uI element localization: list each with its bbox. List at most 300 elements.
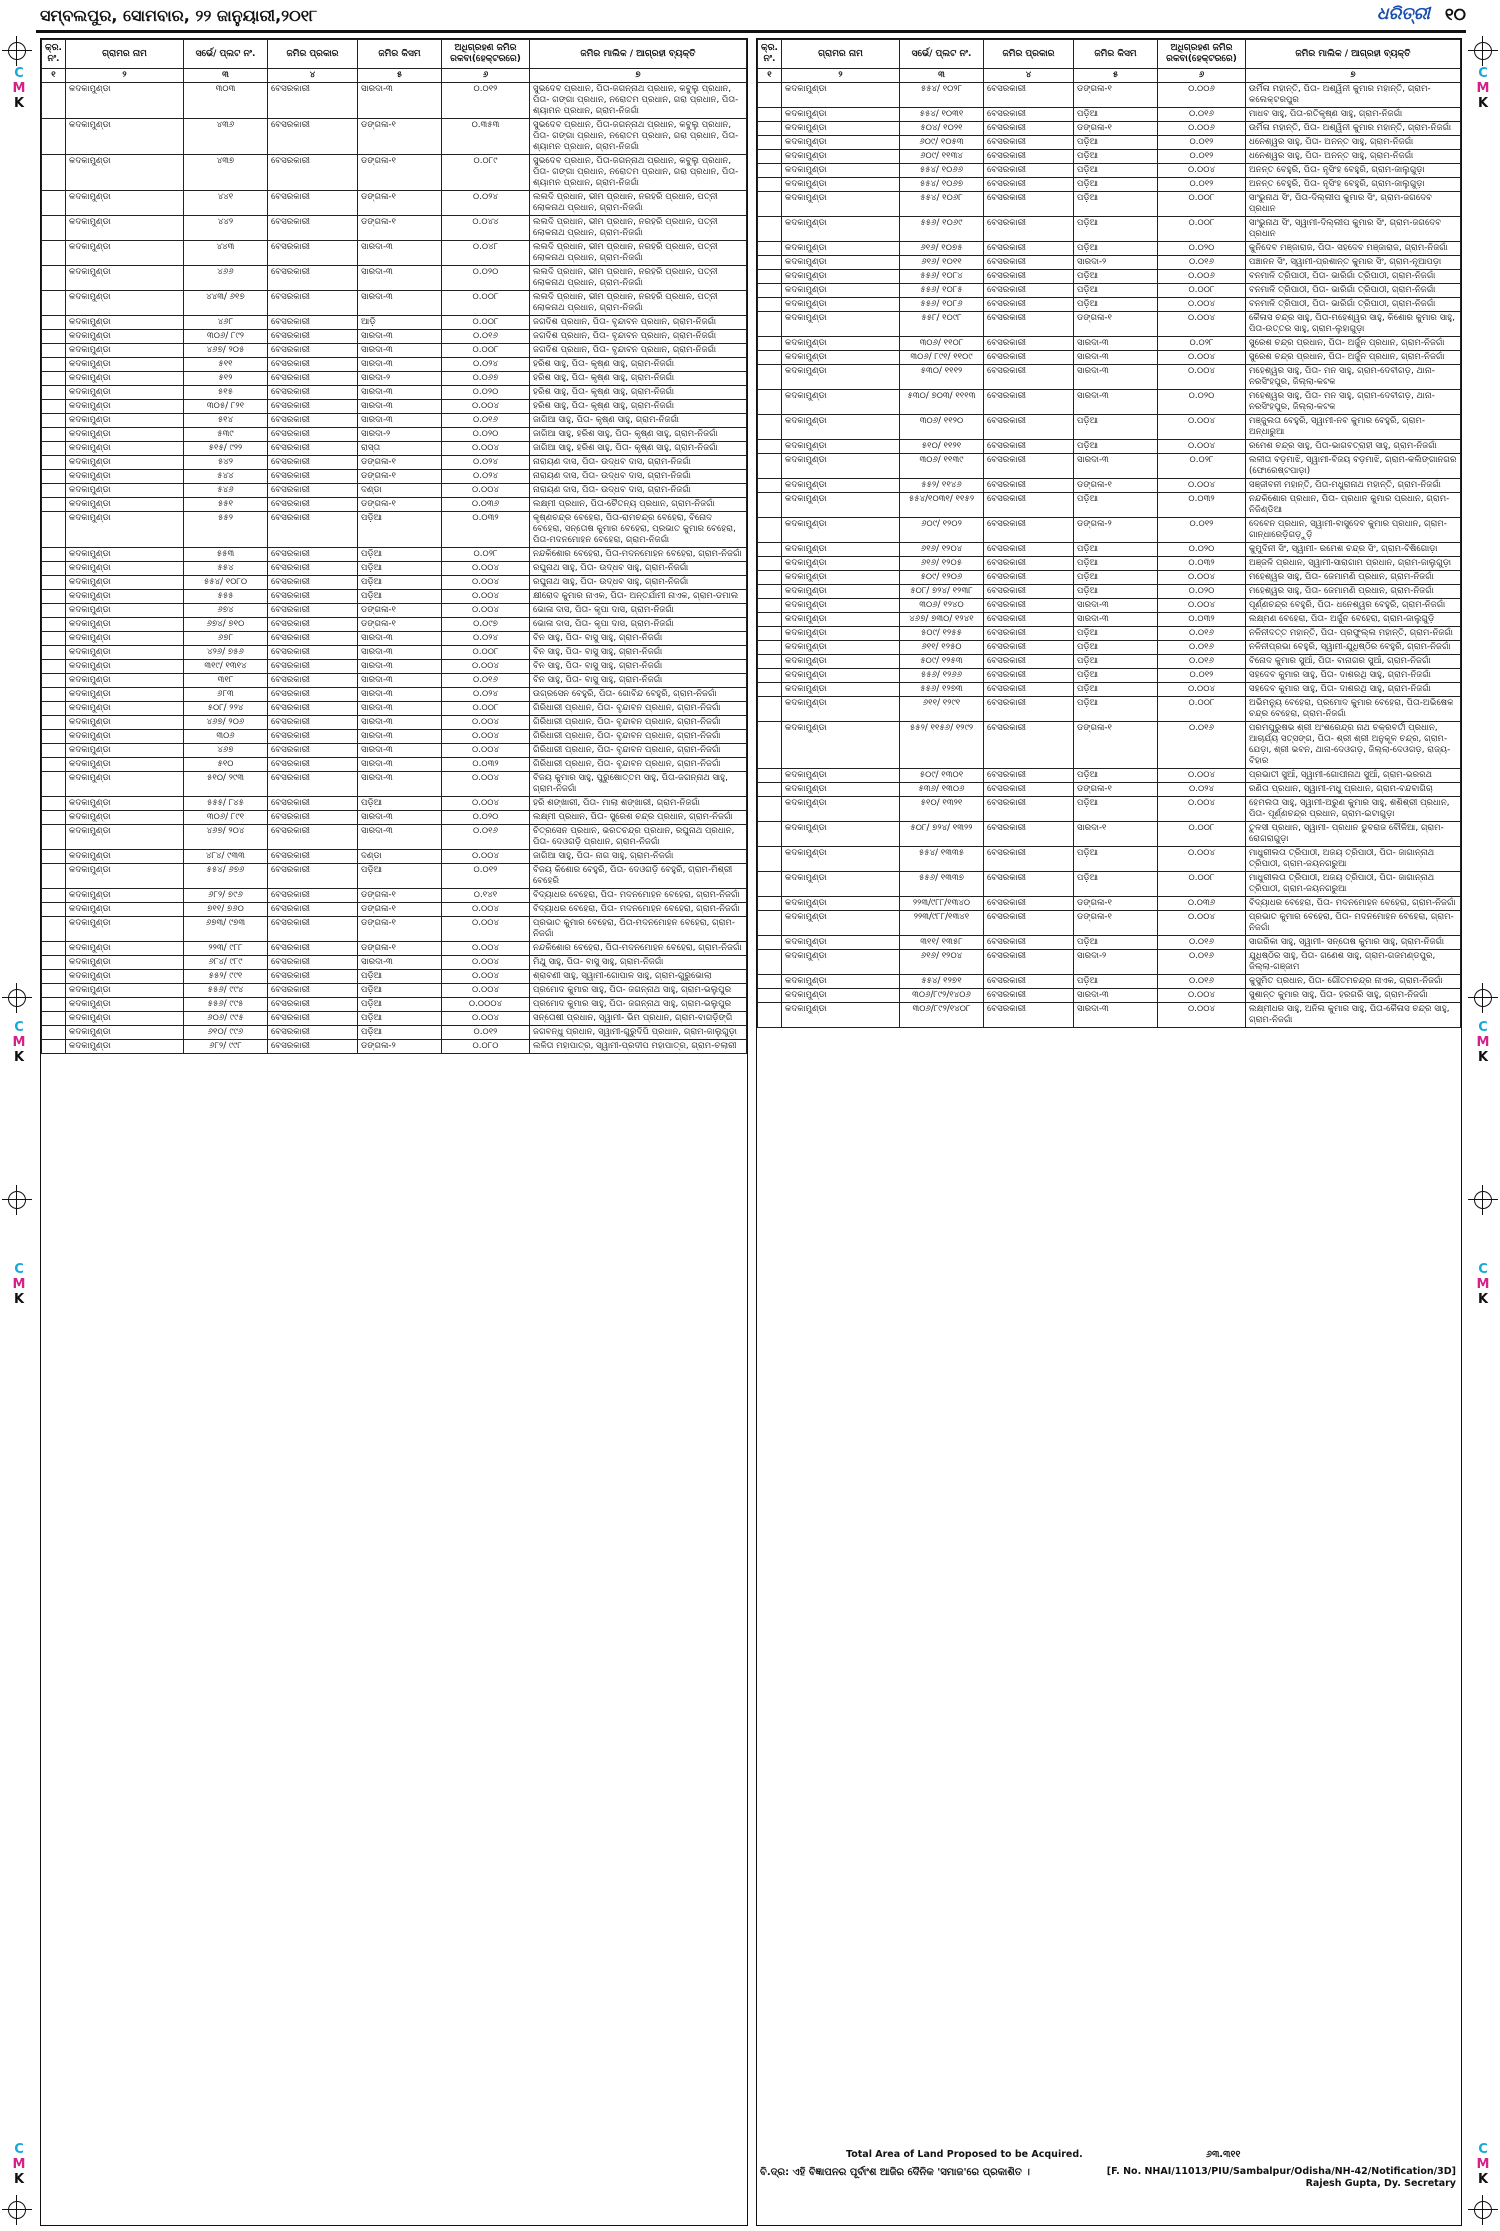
table-cell: କଦକାମୁଣ୍ଡା	[66, 386, 184, 400]
table-cell: ୫୫୫	[184, 590, 268, 604]
table-cell: ୪୪୧	[184, 191, 268, 216]
table-cell: ୩୧୧/ ୧୩୫୮	[900, 936, 984, 950]
table-cell: ୩୦୬/ ୮୯୧/ ୧୧୦୯	[900, 351, 984, 365]
table-cell: ଡଙ୍ଗଳା-୧	[1074, 897, 1158, 911]
table-cell: ବେସରକାରୀ	[984, 697, 1074, 722]
note-text: ବି.ଦ୍ର: ଏହି ବିଜ୍ଞାପନର ପୂର୍ବାଂଶ ଆଜିର ଦୈନିକ 'ସମାଜ'ରେ ପ୍ରକାଶିତ ।	[760, 2167, 1030, 2178]
table-cell: ୬୦୯/ ୧୦୫୩	[900, 136, 984, 150]
table-cell: ବେସରକାରୀ	[984, 543, 1074, 557]
table-cell: କଦକାମୁଣ୍ଡା	[782, 284, 900, 298]
table-cell: ୬୧୦/ ୯୯୬	[184, 1026, 268, 1040]
table-cell: ୦.୦୧୨	[1158, 136, 1246, 150]
table-cell: କଦକାମୁଣ୍ଡା	[66, 548, 184, 562]
table-cell: ସୁରେଶ ଚନ୍ଦ୍ର ପ୍ରଧାନ, ପିତା- ଅର୍ଜୁନ ପ୍ରଧାନ, ଗ୍ରାମ-ନିଜଗାଁ	[1246, 351, 1461, 365]
table-cell: ପଡ଼ିଆ	[1074, 493, 1158, 518]
table-cell: ୦.୦୦୪	[442, 730, 530, 744]
table-cell: କଦକାମୁଣ୍ଡା	[66, 825, 184, 850]
table-cell: ୦.୦୩୨	[442, 512, 530, 548]
table-cell	[758, 298, 782, 312]
table-cell: କଦକାମୁଣ୍ଡା	[66, 903, 184, 917]
table-cell: କଦକାମୁଣ୍ଡା	[782, 641, 900, 655]
table-cell: ପଡ଼ିଆ	[358, 1012, 442, 1026]
table-cell: କଦକାମୁଣ୍ଡା	[782, 454, 900, 479]
table-cell: ୦.୦୧୨	[1158, 178, 1246, 192]
table-row	[42, 456, 747, 470]
table-cell: କଦକାମୁଣ୍ଡା	[782, 872, 900, 897]
table-cell: ୩୦୬	[184, 730, 268, 744]
table-cell: ୬୦୬/ ୯୯୫	[184, 1012, 268, 1026]
table-cell: ଅନନ୍ତ ବେହୁରି, ପିତା- ନୃସିଂହ ବେହୁରି, ଗ୍ରାମ-ଜାଲୁଗୁଡ଼ା	[1246, 164, 1461, 178]
table-cell: ୦.୦୦୪	[442, 850, 530, 864]
table-row	[758, 454, 1461, 479]
table-row	[42, 903, 747, 917]
table-cell	[758, 975, 782, 989]
table-cell: ବେସରକାରୀ	[984, 108, 1074, 122]
table-cell: ପଡ଼ିଆ	[1074, 543, 1158, 557]
table-cell: ବେସରକାରୀ	[984, 164, 1074, 178]
table-row	[758, 655, 1461, 669]
table-cell: କଦକାମୁଣ୍ଡା	[66, 1026, 184, 1040]
table-cell: ଦେବେନ ପ୍ରଧାନ, ସ୍ୱାମୀ-ବାସୁଦେବ କୁମାର ପ୍ରଧାନ, ଗ୍ରାମ-ଗାନ୍ଧାରେଡ଼ିଗଡ଼ୁଡ଼ି	[1246, 518, 1461, 543]
table-cell: ପ୍ରଭାତ କୁମାର ବେହେରା, ପିତା- ମଦନମୋହନ ବେହେରା, ଗ୍ରାମ-ନିଜଗାଁ	[1246, 911, 1461, 936]
table-cell	[42, 716, 66, 730]
table-cell	[758, 256, 782, 270]
table-cell: ୬୮୨/ ୭୯୬	[184, 889, 268, 903]
table-cell: ସାରଦା-୧	[1074, 822, 1158, 847]
table-cell: ୦.୦୩୨	[1158, 557, 1246, 571]
table-cell: କଦକାମୁଣ୍ଡା	[782, 351, 900, 365]
table-cell: ୦.୦୧୨	[1158, 669, 1246, 683]
table-cell: ବେସରକାରୀ	[984, 1003, 1074, 1028]
table-row	[42, 716, 747, 730]
table-cell: ବେସରକାରୀ	[268, 604, 358, 618]
table-cell: ୦.୦୦୪	[1158, 989, 1246, 1003]
table-cell	[42, 470, 66, 484]
table-cell: ୦.୦୧୬	[442, 825, 530, 850]
table-cell: କଦକାମୁଣ୍ଡା	[782, 337, 900, 351]
table-cell	[758, 543, 782, 557]
column-number-row	[758, 69, 1461, 83]
table-cell: ବେସରକାରୀ	[984, 136, 1074, 150]
table-row	[758, 242, 1461, 256]
table-cell: କଦକାମୁଣ୍ଡା	[66, 498, 184, 512]
table-cell: ଦଣ୍ଡା	[358, 484, 442, 498]
table-cell: ୦.୦୦୪	[442, 660, 530, 674]
table-cell: ୦.୦୦୮	[442, 702, 530, 716]
table-cell: ୦.୦୩୨	[1158, 493, 1246, 518]
table-cell: ୬୮୨/ ୯୯୮	[184, 1040, 268, 1054]
table-cell: ପଡ଼ିଆ	[1074, 150, 1158, 164]
table-row	[42, 998, 747, 1012]
table-cell: ବେସରକାରୀ	[268, 864, 358, 889]
header-rule	[36, 30, 1466, 33]
table-cell: ୫୦୯/ ୧୨୦୬	[900, 571, 984, 585]
table-cell	[42, 903, 66, 917]
table-cell: ରାସ୍ତା	[358, 442, 442, 456]
table-cell: ସୁଭଦେବ ପ୍ରଧାନ, ପିତା-ଜଗନ୍ନାଥ ପ୍ରଧାନ, କବୁଲୁ ପ୍ରଧାନ, ପିତା- ଗଙ୍ଗା ପ୍ରଧାନ, ନରୋତମ ପ୍ରଧାନ, ଗରା ପ୍ରଧାନ, ପିତା-ଶ୍ୟାମନ ପ୍ରଧାନ, ଗ୍ରାମ-ନିଜଗାଁ	[530, 83, 747, 119]
table-cell: କଦକାମୁଣ୍ଡା	[66, 984, 184, 998]
table-row	[758, 351, 1461, 365]
cmk-color-bar: C M K	[12, 1262, 26, 1307]
table-cell: ୦.୦୧୬	[1158, 722, 1246, 769]
registration-mark-icon	[2, 36, 32, 66]
table-cell: ୦.୦୧୨	[442, 864, 530, 889]
table-cell: ୫୫୪/ ୬୭୬	[184, 864, 268, 889]
table-cell: ଡଙ୍ଗଳା-୧	[358, 498, 442, 512]
table-cell: କଦକାମୁଣ୍ଡା	[66, 702, 184, 716]
table-cell: କଦକାମୁଣ୍ଡା	[782, 697, 900, 722]
table-row	[758, 722, 1461, 769]
table-cell: ଡଙ୍ଗଳା-୧	[358, 216, 442, 241]
table-cell: ୫୫୪/ ୧୦୬୭	[900, 178, 984, 192]
cmk-color-bar: C M K	[1476, 66, 1490, 111]
table-cell: କଦକାମୁଣ୍ଡା	[782, 83, 900, 108]
table-cell: ୦.୦୨୪	[442, 632, 530, 646]
table-cell: ବିଜୟ କୁମାର ସାହୁ, ପୁରୁଷୋତ୍ତମ ସାହୁ, ପିତା-ଜଗନ୍ନାଥ ସାହୁ, ଗ୍ରାମ-ନିଜଗାଁ	[530, 772, 747, 797]
table-cell: ଲଳୀତା ବଡ଼ମାଝି, ସ୍ୱାମୀ-ବିଜୟ ବଡ଼ମାଝି, ଗ୍ରାମ-କଲିଙ୍ଗାନଗର (ଫୋରେଷ୍ଟପାଡ଼ା)	[1246, 454, 1461, 479]
table-cell: ୦.୦୨୪	[442, 688, 530, 702]
table-cell: ସାଂଭୁନାଥ ସିଂ, ପିତା-ଦିଲ୍ଲୀପ କୁମାର ସିଂ, ଗ୍ରାମ-ଜଗଦେବ ପ୍ରଧାନ	[1246, 192, 1461, 217]
table-cell: ୦.୦୩୬	[1158, 897, 1246, 911]
table-row	[758, 950, 1461, 975]
table-cell	[42, 442, 66, 456]
table-cell	[42, 744, 66, 758]
table-cell: ବେସରକାରୀ	[268, 316, 358, 330]
table-row	[758, 797, 1461, 822]
table-cell: ଲଲଦି ପ୍ରଧାନ, ଭୀମ ପ୍ରଧାନ, ନରହରି ପ୍ରଧାନ, ପତ୍ନୀ ଲୋକନାଥ ପ୍ରଧାନ, ଗ୍ରାମ-ନିଜଗାଁ	[530, 191, 747, 216]
table-cell: ସାରଦା-୩	[358, 772, 442, 797]
table-cell: ୦.୦୬୭	[442, 372, 530, 386]
table-row	[758, 415, 1461, 440]
table-cell: ଡଙ୍ଗଳା-୧	[1074, 83, 1158, 108]
table-cell: ଡଙ୍ଗଳା-୧	[358, 155, 442, 191]
table-cell: ୦.୦୦୪	[1158, 911, 1246, 936]
table-cell: ୦.୦୦୪	[442, 484, 530, 498]
table-cell: ବେସରକାରୀ	[984, 150, 1074, 164]
table-cell	[42, 83, 66, 119]
table-cell: ପଡ଼ିଆ	[1074, 627, 1158, 641]
table-cell: ନନ୍ଦକିଶୋର ବେହେରା, ପିତା-ମଦନମୋହନ ବେହେରା, ଗ୍ରାମ-ନିଜଗାଁ	[530, 548, 747, 562]
table-cell	[758, 641, 782, 655]
table-cell	[42, 576, 66, 590]
column-header: ସର୍ଭେ/ ପ୍ଲଟ ନଂ.	[184, 40, 268, 69]
table-cell: କଦକାମୁଣ୍ଡା	[782, 822, 900, 847]
table-cell	[758, 122, 782, 136]
table-cell: କଦକାମୁଣ୍ଡା	[782, 192, 900, 217]
table-cell: କୁମୁଦିନୀ ସିଂ, ସ୍ୱାମୀ- ରମେଶ ଚନ୍ଦ୍ର ସିଂ, ଗ୍ରାମ-ବିଷିଗୋଡ଼ା	[1246, 543, 1461, 557]
table-cell: ୦.୦୦୪	[1158, 479, 1246, 493]
table-cell: କଦକାମୁଣ୍ଡା	[782, 415, 900, 440]
reference-number: [F. No. NHAI/11013/PIU/Sambalpur/Odisha/NH-42/Notification/3D]	[1106, 2166, 1456, 2177]
table-row	[42, 358, 747, 372]
table-row	[42, 646, 747, 660]
table-cell: ପଡ଼ିଆ	[358, 970, 442, 984]
table-cell	[42, 512, 66, 548]
table-cell: କଦକାମୁଣ୍ଡା	[66, 998, 184, 1012]
table-row	[758, 518, 1461, 543]
table-row	[42, 730, 747, 744]
table-cell: ଡଙ୍ଗଳା-୧	[358, 903, 442, 917]
table-row	[42, 372, 747, 386]
table-cell: ୫୩୯	[184, 428, 268, 442]
table-cell	[42, 604, 66, 618]
table-cell: ୪୬୭/ ୭୩୦/ ୧୨୪୧	[900, 613, 984, 627]
table-cell: ୦.୦୦୪	[442, 970, 530, 984]
table-cell: ସାରଦା-୩	[358, 330, 442, 344]
table-cell: ପଡ଼ିଆ	[1074, 641, 1158, 655]
table-cell: ବେସରକାରୀ	[268, 83, 358, 119]
table-cell: ଗିରିଧାରୀ ପ୍ରଧାନ, ପିତା- ବୃନ୍ଦାବନ ପ୍ରଧାନ, ଗ୍ରାମ-ନିଜଗାଁ	[530, 730, 747, 744]
table-cell: ୪୩୬	[184, 119, 268, 155]
table-row	[758, 440, 1461, 454]
table-cell: ୩୧୯/ ୧୩୧୪	[184, 660, 268, 674]
table-cell: କଦକାମୁଣ୍ଡା	[66, 1012, 184, 1026]
table-cell	[758, 722, 782, 769]
table-row	[42, 797, 747, 811]
table-cell: ୩୦୬/ ୮୯୧	[184, 811, 268, 825]
table-cell: ମାଧୁରୀଲତା ତ୍ରିପାଠୀ, ଅଜୟ ତ୍ରିପାଠୀ, ପିତା- ଜାଗାନ୍ନାଥ ତ୍ରିପାଠୀ, ଗ୍ରାମ-ଜୟନଗରୁଆ	[1246, 847, 1461, 872]
table-cell: ପଡ଼ିଆ	[358, 984, 442, 998]
table-cell	[758, 697, 782, 722]
table-row	[42, 291, 747, 316]
table-cell: ସାରଦା-୩	[358, 358, 442, 372]
table-cell: ରମେଶ ଚନ୍ଦ୍ର ସାହୁ, ପିତା-ଭାଗବତ୍ରାହୀ ସାହୁ, ଗ୍ରାମ-ନିଜଗାଁ	[1246, 440, 1461, 454]
table-cell: ବେସରକାରୀ	[268, 956, 358, 970]
table-cell	[42, 772, 66, 797]
table-cell: କଦକାମୁଣ୍ଡା	[66, 688, 184, 702]
table-cell: ଡଙ୍ଗଳା-୧	[1074, 911, 1158, 936]
table-row	[758, 697, 1461, 722]
table-cell	[758, 351, 782, 365]
table-cell: କଦକାମୁଣ୍ଡା	[782, 797, 900, 822]
table-cell: ୫୦୪/ ୧୦୨୧	[900, 122, 984, 136]
table-cell: ୬୧୬/ ୧୨୦୪	[900, 950, 984, 975]
table-cell	[42, 266, 66, 291]
column-number: ୩	[900, 69, 984, 83]
table-cell: ୫୫୪/ ୧୨୭୧	[900, 975, 984, 989]
table-cell: ବେସରକାରୀ	[984, 518, 1074, 543]
table-cell: ୦.୦୦୮	[1158, 217, 1246, 242]
table-cell: ସାରଦା-୩	[358, 956, 442, 970]
table-cell: ୦.୦୦୬	[1158, 270, 1246, 284]
table-cell: ବେସରକାରୀ	[984, 655, 1074, 669]
table-cell: କଦକାମୁଣ୍ଡା	[66, 512, 184, 548]
table-cell: ଡଙ୍ଗଳା-୧	[358, 917, 442, 942]
table-cell: ସାରଦା-୩	[1074, 337, 1158, 351]
table-cell: ୦.୦୦୮	[442, 646, 530, 660]
table-cell: ୦.୦୦୪	[442, 984, 530, 998]
table-cell: ବେସରକାରୀ	[984, 242, 1074, 256]
table-cell: ୬୦୯/ ୧୨୦୨	[900, 518, 984, 543]
table-cell: ବେସରକାରୀ	[268, 548, 358, 562]
table-cell: ପଡ଼ିଆ	[1074, 178, 1158, 192]
table-cell: ବେସରକାରୀ	[268, 758, 358, 772]
table-cell: ବେସରକାରୀ	[984, 217, 1074, 242]
table-cell: କଦକାମୁଣ୍ଡା	[66, 744, 184, 758]
table-row	[42, 632, 747, 646]
table-cell: କଦକାମୁଣ୍ଡା	[782, 440, 900, 454]
table-cell: ବେସରକାରୀ	[268, 330, 358, 344]
table-cell: ବେସରକାରୀ	[984, 847, 1074, 872]
table-cell: ୦.୦୨୦	[442, 266, 530, 291]
table-cell: ବେସରକାରୀ	[268, 428, 358, 442]
table-cell: ଲକ୍ଷ୍ମୀଧର ସାହୁ, ଅନିଲ କୁମାର ସାହୁ, ପିତା-କୈଳାସ ଚନ୍ଦ୍ର ସାହୁ, ଗ୍ରାମ-ନିଜଗାଁ	[1246, 1003, 1461, 1028]
table-cell: ୫୦୮/ ୨୨୪	[184, 702, 268, 716]
table-cell: ପଡ଼ିଆ	[1074, 655, 1158, 669]
table-cell: କଦକାମୁଣ୍ଡା	[782, 256, 900, 270]
table-cell: ୦.୦୯୭	[442, 618, 530, 632]
table-row	[42, 400, 747, 414]
table-row	[758, 571, 1461, 585]
table-cell: ବେସରକାରୀ	[268, 498, 358, 512]
table-cell: କଦକାମୁଣ୍ଡା	[66, 484, 184, 498]
table-cell: ୫୫୬/ ୧୦୮୬	[900, 298, 984, 312]
table-cell	[42, 291, 66, 316]
table-cell: କଦକାମୁଣ୍ଡା	[66, 358, 184, 372]
table-cell: ୦.୦୦୪	[442, 903, 530, 917]
table-row	[42, 674, 747, 688]
table-cell: ସାରଦା-୩	[358, 386, 442, 400]
table-cell: ୦.୦୦୪	[442, 1012, 530, 1026]
table-cell: ବେସରକାରୀ	[268, 119, 358, 155]
table-cell: ୦.୦୮୦	[442, 1040, 530, 1054]
table-cell	[42, 942, 66, 956]
table-cell: ପଡ଼ିଆ	[1074, 669, 1158, 683]
table-row	[758, 256, 1461, 270]
table-cell: କଦକାମୁଣ୍ଡା	[782, 164, 900, 178]
table-cell	[758, 454, 782, 479]
table-row	[758, 669, 1461, 683]
table-cell: କଦକାମୁଣ୍ଡା	[782, 897, 900, 911]
table-cell: କଦକାମୁଣ୍ଡା	[66, 576, 184, 590]
table-row	[758, 298, 1461, 312]
table-cell: ୦.୦୨୦	[1158, 390, 1246, 415]
table-cell: ସନ୍ତୋଷୀ ପ୍ରଧାନ, ସ୍ୱାମୀ- ଭିମ ପ୍ରଧାନ, ଗ୍ରାମ-ବାଗଡ଼ିଙ୍ଗି	[530, 1012, 747, 1026]
table-cell: କଦକାମୁଣ୍ଡା	[782, 390, 900, 415]
table-cell: କଦକାମୁଣ୍ଡା	[66, 372, 184, 386]
table-cell: ବେସରକାରୀ	[984, 192, 1074, 217]
table-cell: ଲଲଦି ପ୍ରଧାନ, ଭୀମ ପ୍ରଧାନ, ନରହରି ପ୍ରଧାନ, ପତ୍ନୀ ଲୋକନାଥ ପ୍ରଧାନ, ଗ୍ରାମ-ନିଜଗାଁ	[530, 266, 747, 291]
column-header: ଅଧିଗ୍ରହଣ ଜମିର ରକବା(ହେକ୍ଟରରେ)	[1158, 40, 1246, 69]
table-row	[42, 889, 747, 903]
table-cell	[42, 811, 66, 825]
table-cell: କଦକାମୁଣ୍ଡା	[66, 344, 184, 358]
table-cell: ପଡ଼ିଆ	[358, 562, 442, 576]
table-cell: ବେସରକାରୀ	[984, 585, 1074, 599]
table-row	[42, 414, 747, 428]
table-cell: ଡଙ୍ଗଳା-୧	[358, 604, 442, 618]
table-cell: ୫୧୦	[184, 758, 268, 772]
table-cell: ୫୦୮/ ୭୨୪/ ୧୨୩୮	[900, 585, 984, 599]
table-cell: ପଡ଼ିଆ	[1074, 975, 1158, 989]
column-number: ୧	[42, 69, 66, 83]
table-cell: ସହଦେବ କୁମାର ସାହୁ, ପିତା- ଦାଶରଥି ସାହୁ, ଗ୍ରାମ-ନିଜଗାଁ	[1246, 669, 1461, 683]
table-cell	[42, 984, 66, 998]
table-cell: ନଳିନୀପ୍ରଭା ବେହୁରି, ସ୍ୱାମୀ-ଯୁଧିଷ୍ଠିର ବେହୁରି, ଗ୍ରାମ-ନିଜଗାଁ	[1246, 641, 1461, 655]
table-cell: ରଘୁନାଥ ସାହୁ, ପିତା- ଉଦ୍ଧବ ସାହୁ, ଗ୍ରାମ-ନିଜଗାଁ	[530, 562, 747, 576]
table-cell	[758, 613, 782, 627]
table-cell: ବେସରକାରୀ	[268, 241, 358, 266]
table-cell	[758, 822, 782, 847]
table-row	[42, 442, 747, 456]
table-cell: ବେସରକାରୀ	[984, 769, 1074, 783]
table-cell: ଡଙ୍ଗଳା-୧	[1074, 312, 1158, 337]
table-cell: ପଡ଼ିଆ	[1074, 192, 1158, 217]
table-cell: ୦.୦୦୪	[442, 590, 530, 604]
table-cell: ୩୦୬/ ୧୧୨୦	[900, 415, 984, 440]
table-cell: ବେସରକାରୀ	[268, 291, 358, 316]
table-cell: ବିଜୟ କିଶୋର ବେହୁରି, ପିତା- ଦେଓଗଡ଼ି ବେହୁରି, ଗ୍ରାମ-ମିଶ୍ରୀ ବେହେରି	[530, 864, 747, 889]
table-cell: କଦକାମୁଣ୍ଡା	[782, 178, 900, 192]
table-cell: ବେସରକାରୀ	[984, 897, 1074, 911]
table-cell: ପଡ଼ିଆ	[1074, 557, 1158, 571]
table-cell: ବେସରକାରୀ	[984, 178, 1074, 192]
table-row	[758, 557, 1461, 571]
table-cell	[42, 998, 66, 1012]
table-cell: କଦକାମୁଣ୍ଡା	[66, 191, 184, 216]
table-cell: ୦.୦୦୮	[442, 291, 530, 316]
table-row	[42, 562, 747, 576]
table-cell: ୦.୦୪୮	[442, 241, 530, 266]
table-cell: ୦.୦୦୪	[1158, 298, 1246, 312]
table-cell: ୦.୦୩୨	[442, 758, 530, 772]
table-row	[758, 1003, 1461, 1028]
table-cell: ୦.୦୦୪	[442, 797, 530, 811]
table-cell: ୬୧୬/ ୧୨୦୪	[900, 543, 984, 557]
table-cell	[758, 270, 782, 284]
table-cell: ୫୦୯/ ୧୩୦୧	[900, 769, 984, 783]
table-cell: ନନ୍ଦକିଶୋର ପ୍ରଧାନ, ପିତା- ପ୍ରଧାନ କୁମାର ପ୍ରଧାନ, ଗ୍ରାମ-ନିଜିଣ୍ଡିଆ	[1246, 493, 1461, 518]
table-cell: ବେସରକାରୀ	[984, 83, 1074, 108]
table-cell: କଦକାମୁଣ୍ଡା	[66, 942, 184, 956]
table-cell: ବିନ ସାହୁ, ପିତା- ବାସୁ ସାହୁ, ଗ୍ରାମ-ନିଜଗାଁ	[530, 632, 747, 646]
table-cell: ୦.୦୦୪	[1158, 1003, 1246, 1028]
table-cell: ୪୩୭	[184, 155, 268, 191]
table-cell: ବନମାଳି ତ୍ରିପାଠୀ, ପିତା- ଭାରିଗାଁ ତ୍ରିପାଠୀ, ଗ୍ରାମ-ନିଜଗାଁ	[1246, 284, 1461, 298]
table-cell: ସଞ୍ଜୀବନୀ ମହାନ୍ତି, ପିତା-ମଧୁରାନାଥ ମହାନ୍ତି, ଗ୍ରାମ-ନିଜଗାଁ	[1246, 479, 1461, 493]
table-cell	[42, 484, 66, 498]
table-cell: ଦଣ୍ଡା	[358, 850, 442, 864]
table-cell	[42, 758, 66, 772]
table-cell: ବେସରକାରୀ	[268, 344, 358, 358]
table-row	[42, 590, 747, 604]
table-cell: ସାରଦା-୩	[358, 744, 442, 758]
table-cell: ୦.୦୦୮	[1158, 192, 1246, 217]
table-cell	[758, 415, 782, 440]
table-cell: ୫୫୩	[184, 548, 268, 562]
table-cell: ସାରଦା-୩	[358, 291, 442, 316]
signatory: Rajesh Gupta, Dy. Secretary	[1305, 2178, 1456, 2189]
table-cell	[42, 191, 66, 216]
table-cell: ୦.୦୦୮	[442, 344, 530, 358]
table-cell: ସାରଦା-୩	[358, 811, 442, 825]
table-cell: ପଡ଼ିଆ	[1074, 872, 1158, 897]
table-cell: ସାରଦା-୩	[358, 241, 442, 266]
table-row	[758, 83, 1461, 108]
table-cell: ୦.୦୦୪	[1158, 683, 1246, 697]
table-row	[42, 744, 747, 758]
table-cell	[42, 372, 66, 386]
table-cell: ୦.୦୨୮	[442, 548, 530, 562]
table-cell: ପଡ଼ିଆ	[1074, 108, 1158, 122]
table-row	[42, 470, 747, 484]
table-cell: ସାରଦା-୩	[358, 83, 442, 119]
table-cell: କଦକାମୁଣ୍ଡା	[66, 970, 184, 984]
table-cell: ବେସରକାରୀ	[984, 989, 1074, 1003]
table-cell: କଦକାମୁଣ୍ଡା	[782, 298, 900, 312]
table-cell: ବିନ ସାହୁ, ପିତା- ବାସୁ ସାହୁ, ଗ୍ରାମ-ନିଜଗାଁ	[530, 646, 747, 660]
table-cell: ୬୦୯/ ୧୧୩୪	[900, 150, 984, 164]
